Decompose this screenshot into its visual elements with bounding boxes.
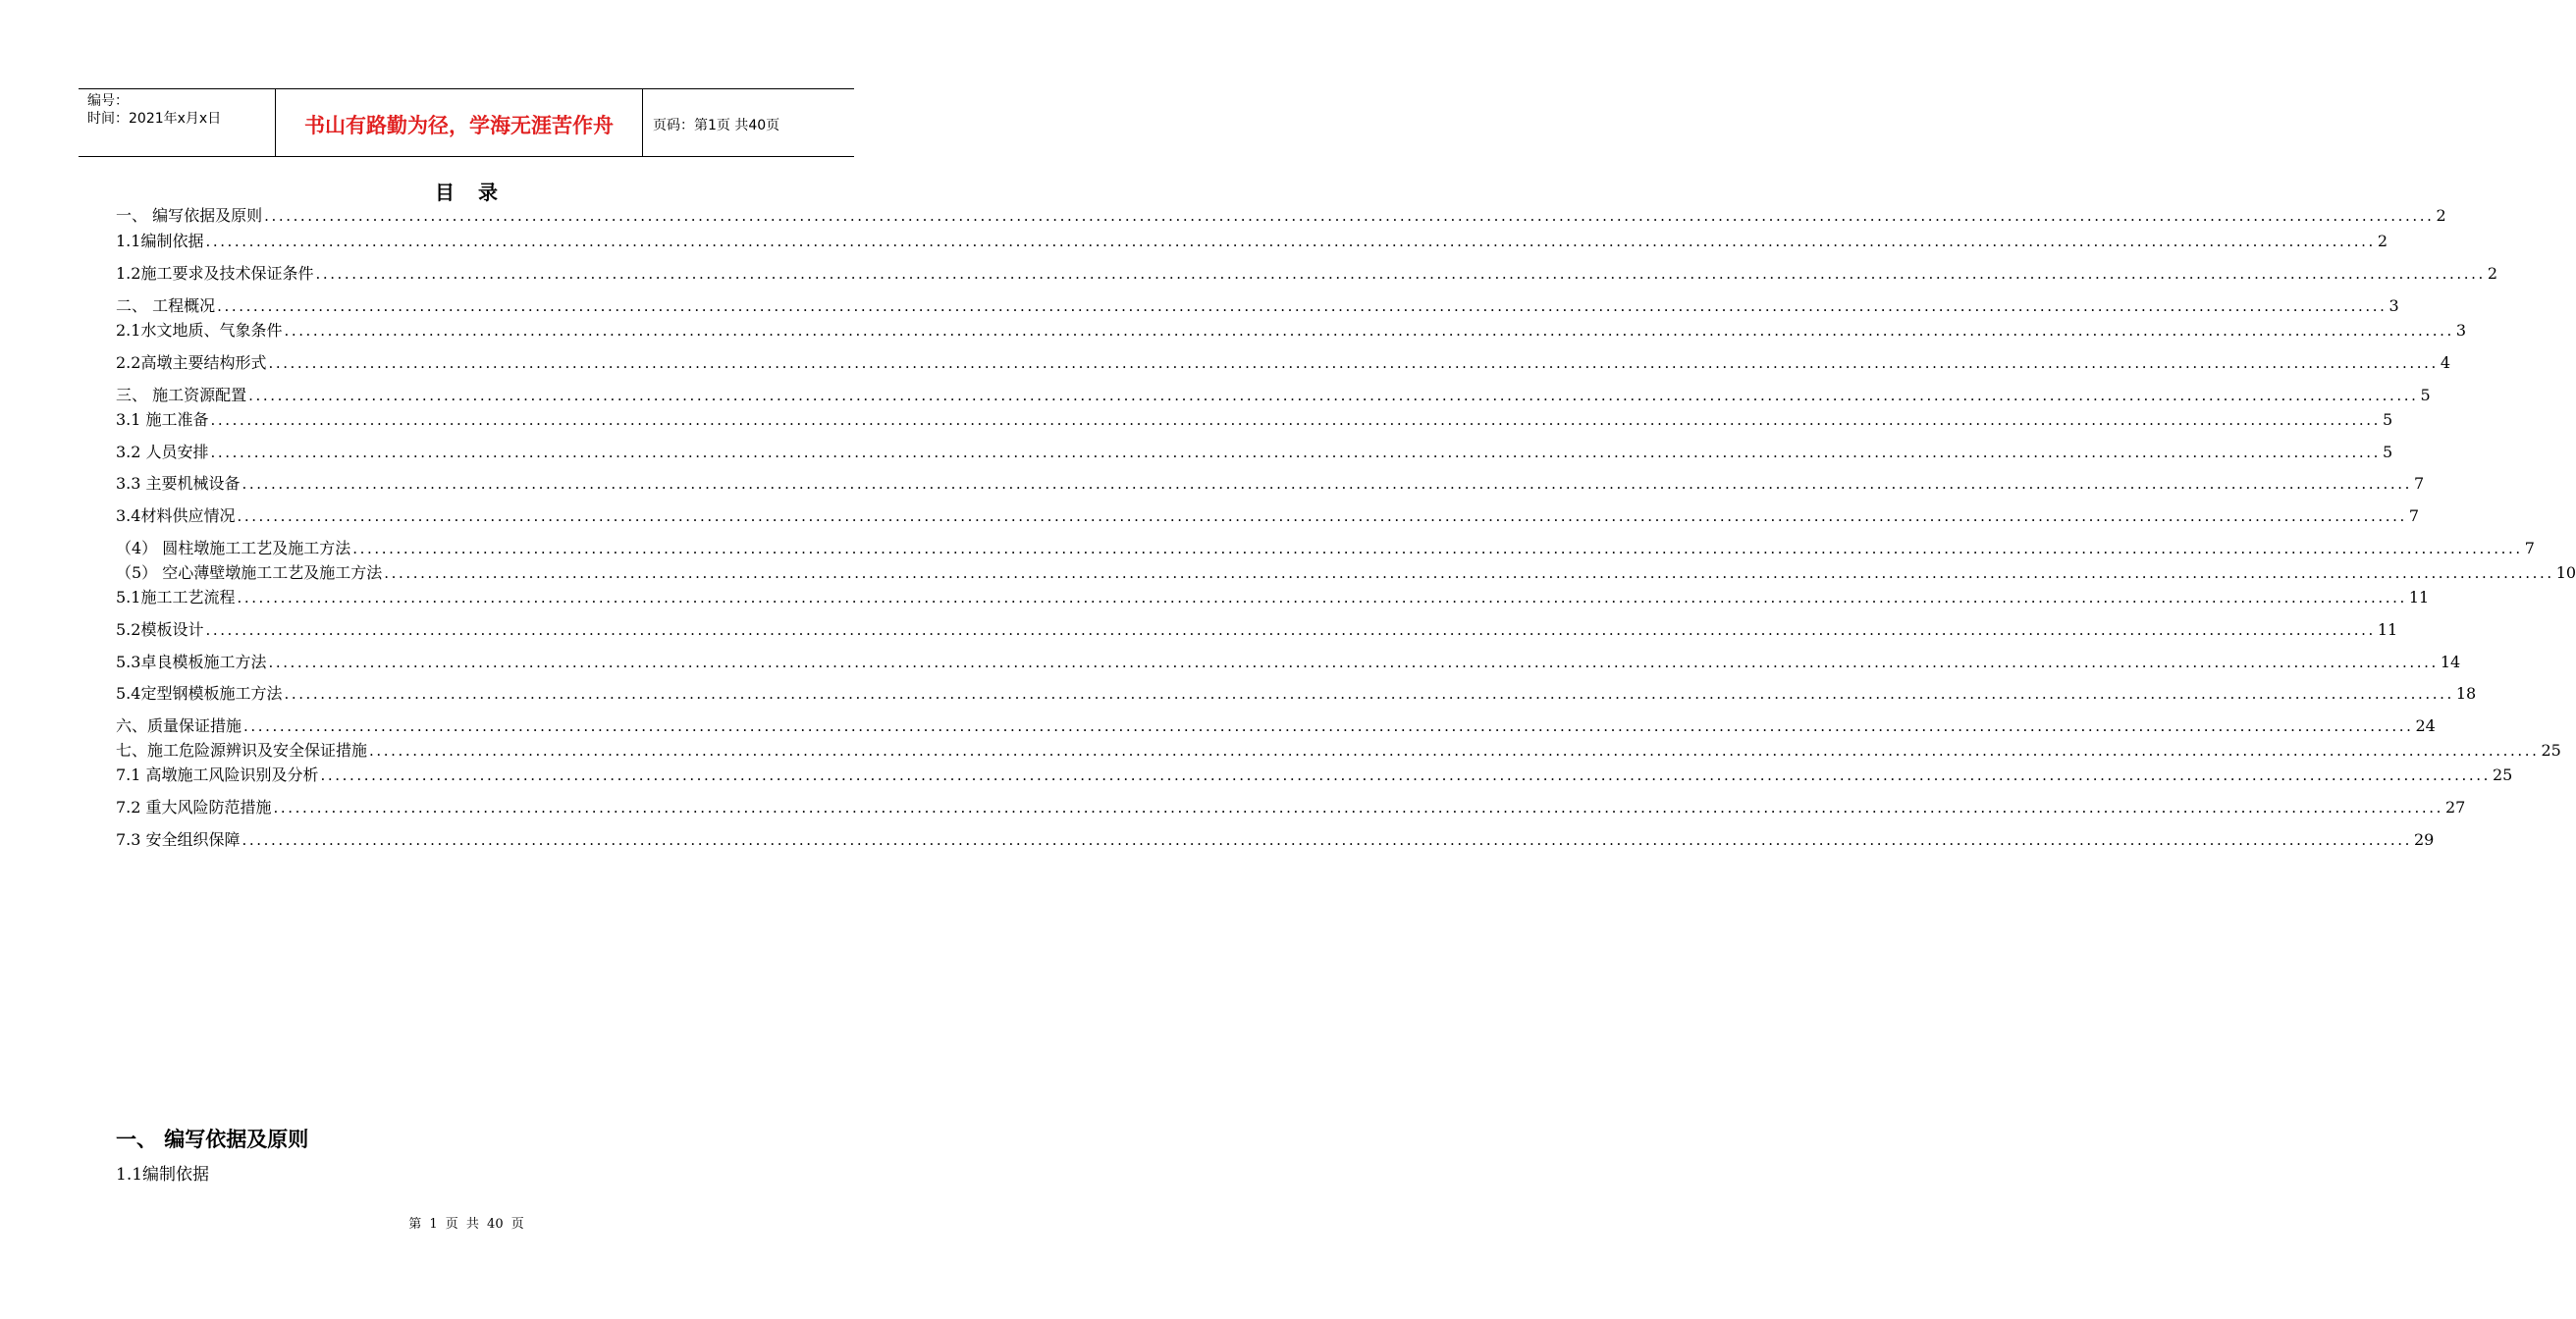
toc-item-label: 5.2模板设计 (116, 620, 204, 639)
toc-item[interactable] (116, 473, 2425, 495)
header-time-label: 时间：2021年x月x日 (87, 111, 222, 127)
toc-leader: ............................................................................................................................................................................................................................................................................................................ (205, 233, 2376, 250)
toc-item-label: 3.4材料供应情况 (116, 506, 236, 525)
toc-item-label: 1.1编制依据 (116, 232, 204, 250)
toc-item[interactable] (116, 797, 2466, 818)
toc-item-page: 3 (2455, 321, 2467, 340)
toc-leader: ............................................................................................................................................................................................................................................................................................................ (264, 207, 2435, 225)
toc-item[interactable] (116, 263, 2498, 285)
toc-leader: ............................................................................................................................................................................................................................................................................................................ (242, 831, 2412, 849)
toc-item-page: 14 (2440, 653, 2461, 671)
toc-leader: ............................................................................................................................................................................................................................................................................................................ (284, 322, 2454, 340)
toc-item[interactable] (116, 652, 2461, 673)
section-heading: 一、 编写依据及原则 (116, 1127, 309, 1151)
toc-leader: ............................................................................................................................................................................................................................................................................................................ (284, 685, 2454, 703)
page-footer: 第 1 页 共 40 页 (408, 1217, 524, 1232)
toc-leader: ............................................................................................................................................................................................................................................................................................................ (352, 540, 2523, 557)
toc-item-page: 7 (2408, 506, 2420, 525)
toc-item-page: 3 (2388, 296, 2399, 315)
toc-item-page: 5 (2382, 443, 2393, 461)
toc-item-page: 11 (2408, 588, 2430, 607)
toc-item-label: 3.3 主要机械设备 (116, 474, 241, 493)
toc-item[interactable] (116, 205, 2446, 227)
toc-item-label: 3.2 人员安排 (116, 443, 209, 461)
toc-item-label: 7.3 安全组织保障 (116, 830, 241, 849)
toc-item-label: 1.2施工要求及技术保证条件 (116, 264, 314, 283)
toc-item-label: （4） 圆柱墩施工工艺及施工方法 (116, 539, 351, 557)
toc-leader: ............................................................................................................................................................................................................................................................................................................ (315, 265, 2486, 283)
toc-item-page: 25 (2492, 765, 2513, 784)
toc-item-page: 7 (2524, 539, 2535, 557)
toc-item-label: 5.3卓良模板施工方法 (116, 653, 267, 671)
toc-item-label: （5） 空心薄壁墩施工工艺及施工方法 (116, 563, 383, 582)
header-page-info: 页码：第1页 共40页 (653, 118, 780, 133)
toc-item[interactable] (116, 683, 2477, 705)
toc-item[interactable] (116, 765, 2513, 786)
toc-item[interactable] (116, 538, 2535, 559)
toc-item-label: 2.2高墩主要结构形式 (116, 353, 267, 372)
toc-item[interactable] (116, 587, 2430, 608)
toc-item-page: 10 (2555, 563, 2576, 582)
toc-leader: ............................................................................................................................................................................................................................................................................................................ (205, 621, 2376, 639)
toc-item-label: 三、 施工资源配置 (116, 386, 247, 404)
toc-item-label: 2.1水文地质、气象条件 (116, 321, 283, 340)
header-motto: 书山有路勤为径，学海无涯苦作舟 (276, 89, 643, 156)
toc-item[interactable] (116, 562, 2576, 584)
toc-item[interactable] (116, 385, 2431, 406)
toc-item-label: 七、施工危险源辨识及安全保证措施 (116, 741, 368, 760)
toc-item-label: 3.1 施工准备 (116, 410, 209, 429)
toc-item[interactable] (116, 442, 2393, 463)
toc-leader: ............................................................................................................................................................................................................................................................................................................ (320, 766, 2491, 784)
toc-item-page: 29 (2413, 830, 2435, 849)
toc-item-label: 二、 工程概况 (116, 296, 216, 315)
toc-item-label: 一、 编写依据及原则 (116, 206, 263, 225)
toc-item-page: 27 (2444, 798, 2466, 817)
toc-item-page: 11 (2377, 620, 2398, 639)
toc-item-page: 25 (2541, 741, 2561, 760)
toc-title: 目录 (435, 181, 521, 204)
toc-item-page: 2 (2377, 232, 2388, 250)
toc-item-page: 5 (2382, 410, 2393, 429)
toc-item-label: 5.4定型钢模板施工方法 (116, 684, 283, 703)
toc-item[interactable] (116, 231, 2388, 252)
toc-item-page: 2 (2487, 264, 2498, 283)
toc-item[interactable] (116, 505, 2420, 527)
toc-leader: ............................................................................................................................................................................................................................................................................................................ (384, 564, 2554, 582)
toc-item[interactable] (116, 715, 2436, 737)
toc-item[interactable] (116, 352, 2451, 374)
toc-leader: ............................................................................................................................................................................................................................................................................................................ (248, 387, 2419, 404)
toc-item[interactable] (116, 409, 2393, 431)
toc-item[interactable] (116, 619, 2398, 641)
toc-leader: ............................................................................................................................................................................................................................................................................................................ (273, 799, 2443, 817)
toc-leader: ............................................................................................................................................................................................................................................................................................................ (237, 507, 2407, 525)
toc-item-page: 5 (2420, 386, 2431, 404)
toc-item-label: 7.2 重大风险防范措施 (116, 798, 272, 817)
toc-leader: ............................................................................................................................................................................................................................................................................................................ (369, 742, 2540, 760)
subsection-heading: 1.1编制依据 (116, 1165, 210, 1185)
toc-leader: ............................................................................................................................................................................................................................................................................................................ (268, 354, 2439, 372)
toc-leader: ............................................................................................................................................................................................................................................................................................................ (217, 297, 2388, 315)
toc-item-label: 7.1 高墩施工风险识别及分析 (116, 765, 319, 784)
toc-item[interactable] (116, 740, 2561, 762)
toc-leader: ............................................................................................................................................................................................................................................................................................................ (210, 411, 2381, 429)
header-number-label: 编号： (87, 93, 129, 109)
toc-leader: ............................................................................................................................................................................................................................................................................................................ (243, 717, 2414, 735)
toc-item-page: 18 (2455, 684, 2477, 703)
toc-leader: ............................................................................................................................................................................................................................................................................................................ (268, 654, 2439, 671)
toc-leader: ............................................................................................................................................................................................................................................................................................................ (210, 444, 2381, 461)
toc-item-label: 六、质量保证措施 (116, 716, 242, 735)
toc-leader: ............................................................................................................................................................................................................................................................................................................ (237, 589, 2407, 607)
toc-item-label: 5.1施工工艺流程 (116, 588, 236, 607)
toc-item[interactable] (116, 320, 2467, 342)
toc-item[interactable] (116, 295, 2399, 317)
toc-item-page: 2 (2436, 206, 2446, 225)
toc-item-page: 7 (2413, 474, 2425, 493)
toc-item-page: 24 (2415, 716, 2436, 735)
toc-item-page: 4 (2440, 353, 2451, 372)
toc-item[interactable] (116, 829, 2435, 851)
toc-leader: ............................................................................................................................................................................................................................................................................................................ (242, 475, 2412, 493)
